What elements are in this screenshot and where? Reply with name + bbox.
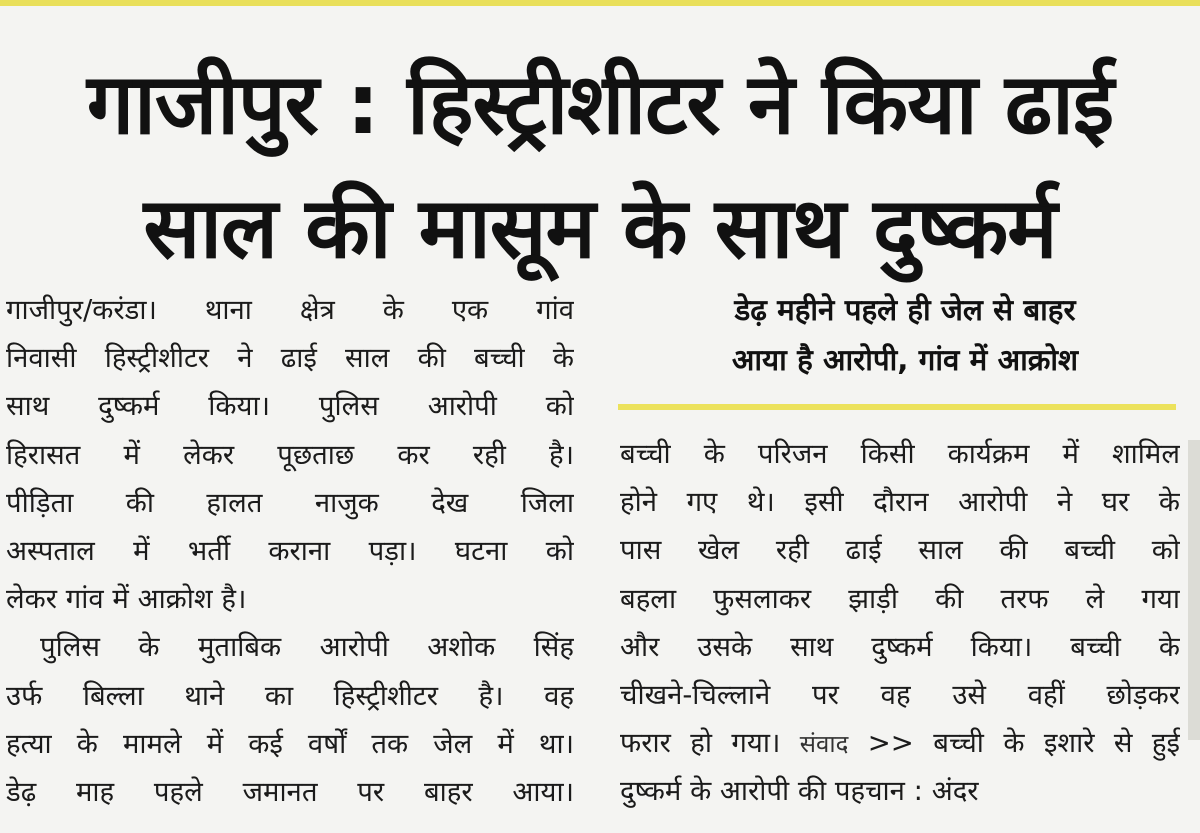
article-line: निवासी हिस्ट्रीशीटर ने ढाई साल की बच्ची के bbox=[6, 342, 574, 375]
article-line: हत्या के मामले में कई वर्षों तक जेल में था। bbox=[6, 727, 574, 760]
article-line: बहला फुसलाकर झाड़ी की तरफ ले गया bbox=[620, 582, 1180, 615]
article-text: फरार हो गया। bbox=[620, 727, 781, 760]
top-color-rule bbox=[0, 0, 1200, 6]
article-line: गाजीपुर/करंडा। थाना क्षेत्र के एक गांव bbox=[6, 294, 574, 326]
article-line: साथ दुष्कर्म किया। पुलिस आरोपी को bbox=[6, 390, 574, 423]
article-line: पीड़िता की हालत नाजुक देख जिला bbox=[6, 486, 574, 519]
article-line: अस्पताल में भर्ती कराना पड़ा। घटना को bbox=[6, 534, 574, 567]
article-line: पुलिस के मुताबिक आरोपी अशोक सिंह bbox=[40, 631, 574, 664]
left-article-column bbox=[6, 286, 574, 816]
article-line: डेढ़ माह पहले जमानत पर बाहर आया। bbox=[6, 775, 574, 808]
headline bbox=[0, 42, 1200, 290]
article-line: उर्फ बिल्ला थाने का हिस्ट्रीशीटर है। वह bbox=[6, 679, 574, 712]
article-line: बच्ची के परिजन किसी कार्यक्रम में शामिल bbox=[620, 438, 1180, 470]
reporter-credit: संवाद bbox=[799, 730, 849, 759]
article-line: और उसके साथ दुष्कर्म किया। बच्ची के bbox=[620, 630, 1180, 663]
continuation-reference: >> बच्ची के इशारे से हुई bbox=[867, 727, 1180, 760]
article-line-with-credit bbox=[620, 719, 1180, 767]
article-line: लेकर गांव में आक्रोश है। bbox=[6, 583, 247, 616]
subheadline-underline bbox=[618, 404, 1176, 410]
article-line: पास खेल रही ढाई साल की बच्ची को bbox=[620, 534, 1180, 567]
page-edge-shadow bbox=[1188, 440, 1200, 740]
article-line: हिरासत में लेकर पूछताछ कर रही है। bbox=[6, 438, 574, 471]
headline-line-1: गाजीपुर : हिस्ट्रीशीटर ने किया ढाई bbox=[86, 55, 1114, 153]
headline-line-2: साल की मासूम के साथ दुष्कर्म bbox=[143, 179, 1057, 277]
subheadline bbox=[610, 285, 1200, 385]
article-line: चीखने-चिल्लाने पर वह उसे वहीं छोड़कर bbox=[620, 678, 1180, 711]
article-line: होने गए थे। इसी दौरान आरोपी ने घर के bbox=[620, 486, 1180, 519]
right-article-column bbox=[620, 430, 1180, 816]
continuation-reference: दुष्कर्म के आरोपी की पहचान : अंदर bbox=[620, 775, 979, 808]
subheadline-line-1: डेढ़ महीने पहले ही जेल से बाहर bbox=[734, 293, 1076, 327]
subheadline-line-2: आया है आरोपी, गांव में आक्रोश bbox=[731, 343, 1079, 377]
